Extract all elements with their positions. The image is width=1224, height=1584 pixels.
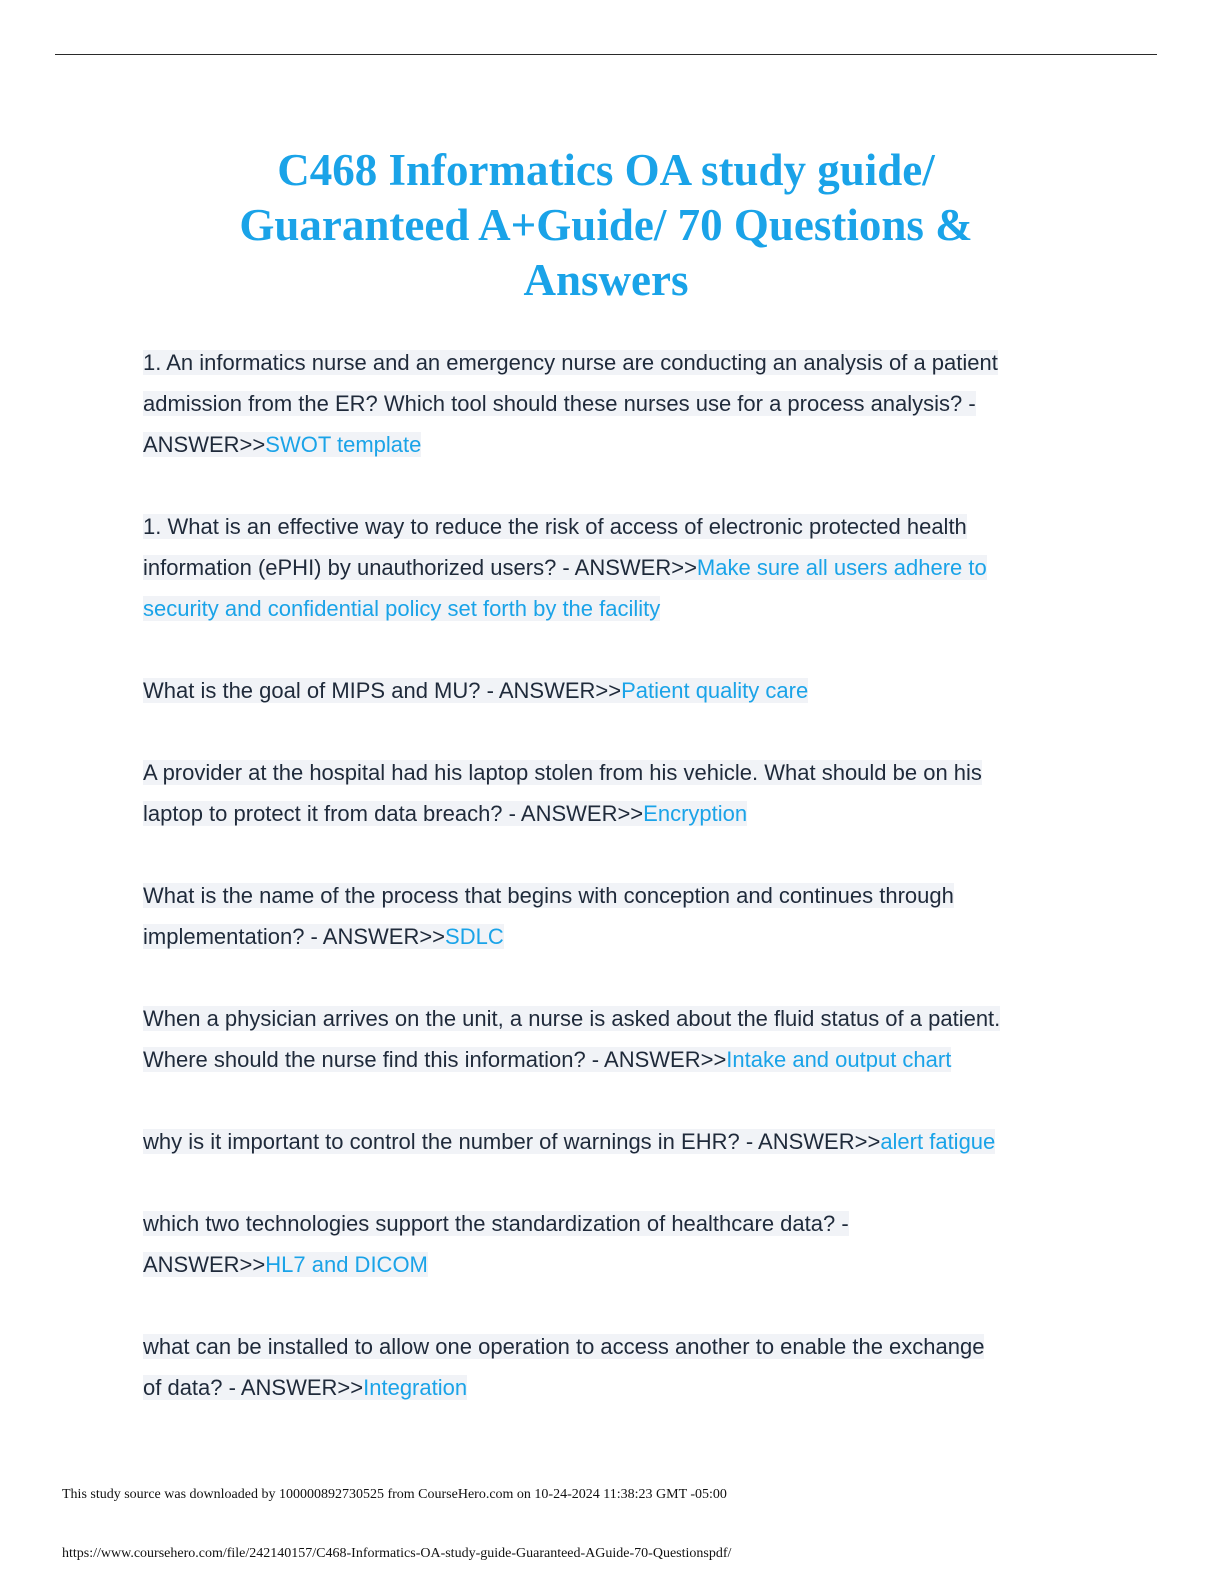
question-text: of data? - (143, 1375, 241, 1400)
answer-text: Intake and output chart (726, 1047, 952, 1072)
qa-line (143, 793, 1083, 834)
answer-text: Patient quality care (621, 678, 809, 703)
question-text: 1. What is an effective way to reduce the risk of access of electronic protected health (143, 514, 967, 539)
answer-text: SDLC (445, 924, 504, 949)
qa-item (143, 752, 1083, 834)
title-line: Guaranteed A+Guide/ 70 Questions & (239, 200, 973, 250)
answer-text: Encryption (643, 801, 748, 826)
answer-prefix: ANSWER>> (758, 1129, 881, 1154)
qa-line (143, 1121, 1083, 1162)
download-source-note: This study source was downloaded by 100000892730525 from CourseHero.com on 10-24-2024 11:38:23 GMT -05:00 (62, 1487, 727, 1502)
question-text: When a physician arrives on the unit, a nurse is asked about the fluid status of a patient. (143, 1006, 1001, 1031)
question-text: information (ePHI) by unauthorized users? - (143, 555, 575, 580)
answer-prefix: ANSWER>> (604, 1047, 727, 1072)
qa-item (143, 1326, 1083, 1408)
question-text: laptop to protect it from data breach? - (143, 801, 521, 826)
answer-prefix: ANSWER>> (143, 432, 266, 457)
qa-list (143, 342, 1083, 1449)
qa-line (143, 670, 1083, 711)
qa-line (143, 424, 1083, 465)
qa-line (143, 998, 1083, 1039)
question-text: What is the goal of MIPS and MU? - (143, 678, 499, 703)
question-text: implementation? - (143, 924, 323, 949)
document-title (100, 143, 1112, 308)
question-text: Where should the nurse find this information? - (143, 1047, 605, 1072)
answer-text: alert fatigue (880, 1129, 996, 1154)
qa-item (143, 342, 1083, 465)
title-line: C468 Informatics OA study guide/ (277, 145, 935, 195)
question-text: What is the name of the process that begins with conception and continues through (143, 883, 954, 908)
source-url: https://www.coursehero.com/file/242140157/C468-Informatics-OA-study-guide-Guaranteed-AGuide-70-Questionspdf/ (62, 1546, 732, 1561)
answer-prefix: ANSWER>> (498, 678, 622, 703)
answer-prefix: ANSWER>> (574, 555, 697, 580)
answer-text: Integration (363, 1375, 468, 1400)
question-text: which two technologies support the standardization of healthcare data? - (143, 1211, 849, 1236)
question-text: A provider at the hospital had his laptop stolen from his vehicle. What should be on his (143, 760, 982, 785)
qa-line (143, 1326, 1083, 1367)
answer-text: security and confidential policy set forth by the facility (143, 596, 661, 621)
answer-text: HL7 and DICOM (265, 1252, 428, 1277)
qa-line (143, 506, 1083, 547)
qa-line (143, 1244, 1083, 1285)
question-text: 1. An informatics nurse and an emergency nurse are conducting an analysis of a patient (143, 350, 998, 375)
answer-text: SWOT template (265, 432, 422, 457)
answer-prefix: ANSWER>> (143, 1252, 266, 1277)
qa-item (143, 1203, 1083, 1285)
question-text: why is it important to control the number of warnings in EHR? - (143, 1129, 759, 1154)
qa-item (143, 670, 1083, 711)
qa-item (143, 1121, 1083, 1162)
qa-line (143, 1203, 1083, 1244)
qa-line (143, 383, 1083, 424)
qa-line (143, 1039, 1083, 1080)
question-text: admission from the ER? Which tool should these nurses use for a process analysis? - (143, 391, 976, 416)
qa-line (143, 752, 1083, 793)
qa-line (143, 588, 1083, 629)
qa-item (143, 875, 1083, 957)
qa-line (143, 1367, 1083, 1408)
qa-line (143, 342, 1083, 383)
answer-prefix: ANSWER>> (520, 801, 644, 826)
question-text: what can be installed to allow one operation to access another to enable the exchange (143, 1334, 985, 1359)
answer-prefix: ANSWER>> (240, 1375, 364, 1400)
answer-text: Make sure all users adhere to (696, 555, 987, 580)
qa-line (143, 875, 1083, 916)
header-rule (55, 54, 1157, 55)
answer-prefix: ANSWER>> (322, 924, 446, 949)
qa-line (143, 547, 1083, 588)
title-line: Answers (523, 255, 689, 305)
qa-item (143, 998, 1083, 1080)
qa-line (143, 916, 1083, 957)
qa-item (143, 506, 1083, 629)
